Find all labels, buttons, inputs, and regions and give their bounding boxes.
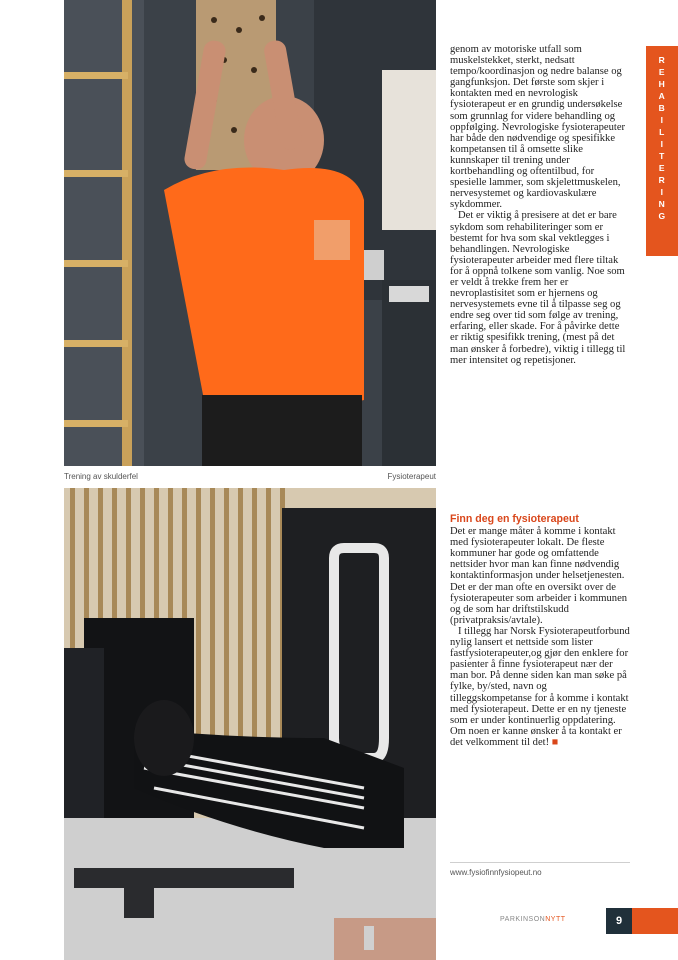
article-paragraph: genom av motoriske utfall som muskelstekket, sterkt, nedsatt tempo/koordinasjon og nedre balanse og gangfunksjon. Det første som skjer i kontakten med en nevrologisk fysioterapeut er en grundig undersøkelse som grunnlag for videre behandling og oppfølging. Nevrologiske fysioterapeuter har både den nødvendige og spesifikke kompetansen til å omsette slike kunnskaper til trening under kortbehandling og oftentilbud, for spesielle lammer, som skjelettmuskelen, nervesystemet og kardiovaskulære sykdommer. [450, 44, 626, 211]
photo-caption-row [64, 470, 436, 484]
photo-caption: Trening av skulderfel [64, 472, 138, 481]
article-column-bottom [450, 514, 630, 748]
article-column-top [450, 44, 630, 366]
section-subheading: Finn deg en fysioterapeut [450, 513, 579, 525]
section-side-tab [646, 46, 678, 256]
section-side-tab-label: R E H A B I L I T E R I N G [658, 55, 666, 221]
photo-credit: Fysioterapeut [387, 472, 436, 481]
article-paragraph: Det er viktig å presisere at det er bare sykdom som rehabiliteringer som er bestemt for hva som skal vektlegges i behandlingen. Nevrologiske fysioterapeuter arbeider med flere tiltak for å oppnå tolkene som vanlig. Noe som er veldt å trekke frem her er nevroplastisitet som er hjernens og nervesystemets evne til å tilpasse seg og endre seg over tid som følge av trening, erfaring, eller skade. For å påvirke dette er riktig spesifikk trening, (mest på det man ønsker å forbedre), viktig i tillegg til mer intensitet og repetisjoner. [450, 210, 626, 366]
page-number: 9 [606, 908, 632, 934]
photo-leg-press [64, 488, 436, 960]
photo-wall-training [64, 0, 436, 466]
photo-wall-training-image [64, 0, 436, 466]
article-paragraph-text: I tillegg har Norsk Fysioterapeutforbund nylig lansert et nettside som lister fastfysioterapeuter,og gjør den enklere for pasienter å finne fysioterapeut nær der man bor. På denne siden kan man søke på fylke, by/sted, navn og tilleggskompetanse for å komme i kontakt med fysioterapeut. Dette er en ny tjeneste som er under kontinuerlig oppdatering. Om noen er kanne ønsker å ta kontakt er det velkomment til det! [450, 625, 630, 748]
end-mark-icon: ■ [551, 736, 559, 748]
magazine-name-left: PARKINSON [500, 916, 546, 923]
footnote-link[interactable]: www.fysiofinnfysiopeut.no [450, 868, 542, 877]
magazine-name-right: NYTT [545, 916, 566, 923]
photo-leg-press-image [64, 488, 436, 960]
footnote-divider [450, 862, 630, 863]
article-paragraph-last [450, 626, 630, 748]
magazine-footer [500, 916, 566, 923]
page-accent-bar [632, 908, 678, 934]
article-paragraph: Det er mange måter å komme i kontakt med fysioterapeuter lokalt. De fleste kommuner har gode og omfattende nettsider hvor man kan finne nødvendig kontaktinformasjon under helsetjenesten. Det er der man ofte en oversikt over de fysioterapeuter som arbeider i kommunen og de som har driftstilskudd (privatpraksis/avtale). [450, 526, 628, 626]
